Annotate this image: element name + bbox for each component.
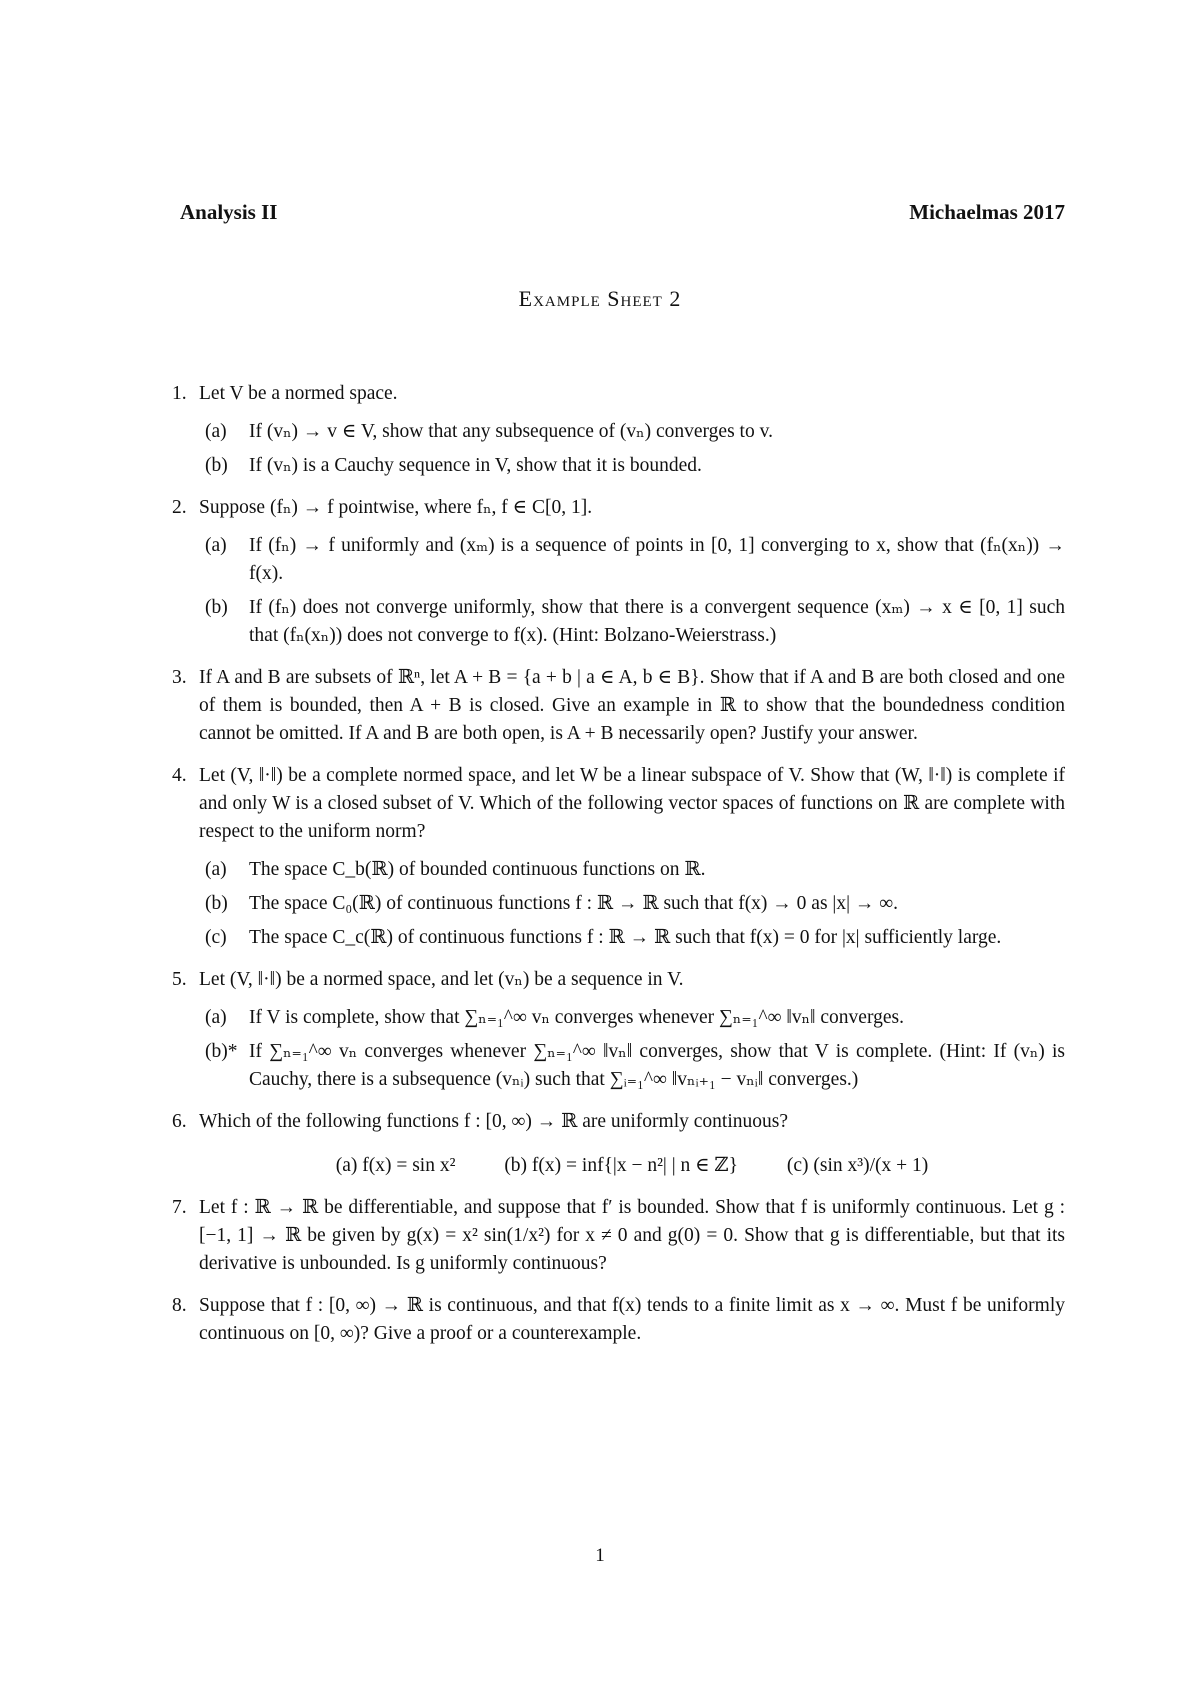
subpart-text: If (fₙ) does not converge uniformly, show that there is a convergent sequence (xₘ) → x ∈ [0, 1] such that (fₙ(xₙ)) does not converge to f(x). (Hint: Bolzano-Weierstrass.) <box>249 597 1065 646</box>
problem-number: 7. <box>172 1197 187 1218</box>
problem-5 <box>172 966 1065 1094</box>
problem-number: 3. <box>172 667 187 688</box>
subpart <box>199 890 1065 918</box>
subpart-text: The space C_c(ℝ) of continuous functions f : ℝ → ℝ such that f(x) = 0 for |x| sufficiently large. <box>249 927 1002 948</box>
problem-text: Let (V, ‖·‖) be a normed space, and let (vₙ) be a sequence in V. <box>199 969 684 990</box>
problem-2 <box>172 494 1065 650</box>
subpart-label: (c) <box>205 927 227 948</box>
function-list <box>199 1152 1065 1180</box>
subpart-text: The space C_b(ℝ) of bounded continuous functions on ℝ. <box>249 859 706 880</box>
problem-text: Let f : ℝ → ℝ be differentiable, and suppose that f′ is bounded. Show that f is uniformly continuous. Let g : [−1, 1] → ℝ be given by g(x) = x² sin(1/x²) for x ≠ 0 and g(0) = 0. Show that g is differentiable, but that its derivative is unbounded. Is g uniformly continuous? <box>199 1197 1065 1274</box>
subpart-label: (b)* <box>205 1041 238 1062</box>
subpart <box>199 856 1065 884</box>
problem-7 <box>172 1194 1065 1278</box>
function-option: (b) f(x) = inf{|x − n²| | n ∈ ℤ} <box>504 1155 739 1176</box>
problem-number: 4. <box>172 765 187 786</box>
subpart-label: (a) <box>205 535 227 556</box>
problem-number: 8. <box>172 1295 187 1316</box>
subpart-text: If (fₙ) → f uniformly and (xₘ) is a sequence of points in [0, 1] converging to x, show that (fₙ(xₙ)) → f(x). <box>249 535 1065 584</box>
problem-8 <box>172 1292 1065 1348</box>
subpart-text: If ∑ₙ₌₁^∞ vₙ converges whenever ∑ₙ₌₁^∞ ‖vₙ‖ converges, show that V is complete. (Hint: If (vₙ) is Cauchy, there is a subsequence (vₙᵢ) such that ∑ᵢ₌₁^∞ ‖vₙᵢ₊₁ − vₙᵢ‖ converges.) <box>249 1041 1065 1090</box>
subpart-text: The space C₀(ℝ) of continuous functions f : ℝ → ℝ such that f(x) → 0 as |x| → ∞. <box>249 893 899 914</box>
problem-1 <box>172 380 1065 480</box>
subpart-label: (a) <box>205 1007 227 1028</box>
problem-number: 2. <box>172 497 187 518</box>
problem-text: Which of the following functions f : [0, ∞) → ℝ are uniformly continuous? <box>199 1111 788 1132</box>
subpart <box>199 924 1065 952</box>
sheet-title: Example Sheet 2 <box>518 286 682 311</box>
subpart-list <box>199 418 1065 480</box>
problem-number: 5. <box>172 969 187 990</box>
page-number: 1 <box>595 1545 605 1566</box>
subpart-list <box>199 856 1065 952</box>
subpart-list <box>199 1004 1065 1094</box>
subpart-text: If V is complete, show that ∑ₙ₌₁^∞ vₙ converges whenever ∑ₙ₌₁^∞ ‖vₙ‖ converges. <box>249 1007 904 1028</box>
subpart-label: (b) <box>205 597 228 618</box>
subpart-label: (a) <box>205 859 227 880</box>
subpart <box>199 532 1065 588</box>
course-title: Analysis II <box>180 200 278 224</box>
subpart-label: (b) <box>205 893 228 914</box>
problem-3 <box>172 664 1065 748</box>
subpart <box>199 418 1065 446</box>
subpart-list <box>199 532 1065 650</box>
problem-number: 6. <box>172 1111 187 1132</box>
subpart-label: (a) <box>205 421 227 442</box>
subpart <box>199 594 1065 650</box>
subpart <box>199 452 1065 480</box>
subpart-text: If (vₙ) is a Cauchy sequence in V, show that it is bounded. <box>249 455 702 476</box>
term-label: Michaelmas 2017 <box>909 200 1065 224</box>
subpart-text: If (vₙ) → v ∈ V, show that any subsequence of (vₙ) converges to v. <box>249 421 773 442</box>
header <box>180 200 1065 230</box>
subpart <box>199 1038 1065 1094</box>
problem-4 <box>172 762 1065 952</box>
subpart <box>199 1004 1065 1032</box>
problem-text: Let V be a normed space. <box>199 383 398 404</box>
subpart-label: (b) <box>205 455 228 476</box>
problem-text: If A and B are subsets of ℝⁿ, let A + B = {a + b | a ∈ A, b ∈ B}. Show that if A and B are both closed and one of them is bounded, then A + B is closed. Give an example in ℝ to show that the boundedness condition cannot be omitted. If A and B are both open, is A + B necessarily open? Justify your answer. <box>199 667 1065 744</box>
problem-number: 1. <box>172 383 187 404</box>
problem-text: Suppose that f : [0, ∞) → ℝ is continuous, and that f(x) tends to a finite limit as x → ∞. Must f be uniformly continuous on [0, ∞)? Give a proof or a counterexample. <box>199 1295 1065 1344</box>
problem-6 <box>172 1108 1065 1180</box>
function-option: (a) f(x) = sin x² <box>335 1155 456 1176</box>
problem-text: Let (V, ‖·‖) be a complete normed space, and let W be a linear subspace of V. Show that (W, ‖·‖) is complete if and only W is a closed subset of V. Which of the following vector spaces of functions on ℝ are complete with respect to the uniform norm? <box>199 765 1065 842</box>
function-option: (c) (sin x³)/(x + 1) <box>786 1155 929 1176</box>
problem-text: Suppose (fₙ) → f pointwise, where fₙ, f ∈ C[0, 1]. <box>199 497 593 518</box>
problem-list <box>172 380 1065 1362</box>
